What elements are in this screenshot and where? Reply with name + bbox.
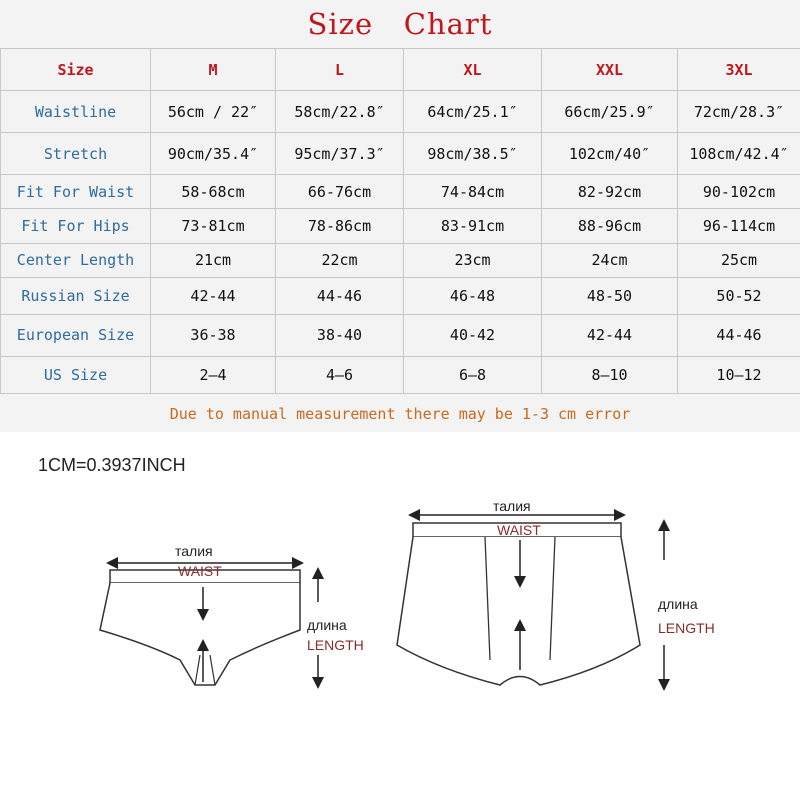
table-cell: 108cm/42.4″ (678, 133, 800, 175)
table-cell: 98cm/38.5″ (404, 133, 542, 175)
header-size-m: M (151, 49, 276, 91)
table-row (1, 314, 800, 356)
row-label: Stretch (1, 133, 151, 175)
table-cell: 24cm (542, 243, 678, 277)
table-cell: 4—6 (276, 356, 404, 393)
table-cell: 78-86cm (276, 209, 404, 243)
table-cell: 56cm / 22″ (151, 91, 276, 133)
brief-diagram (100, 563, 318, 685)
chart-title: Size Chart (307, 7, 493, 41)
row-label: US Size (1, 356, 151, 393)
table-cell: 82-92cm (542, 175, 678, 209)
boxer-diagram (397, 515, 664, 685)
table-cell: 44-46 (276, 277, 404, 314)
garment-diagrams (0, 430, 800, 800)
boxer-waist-ru: талия (493, 498, 531, 514)
table-cell: 25cm (678, 243, 800, 277)
table-row (1, 209, 800, 243)
table-cell: 6—8 (404, 356, 542, 393)
table-cell: 96-114cm (678, 209, 800, 243)
unit-conversion: 1CM=0.3937INCH (38, 455, 186, 475)
table-cell: 58-68cm (151, 175, 276, 209)
table-cell: 40-42 (404, 314, 542, 356)
table-row (1, 277, 800, 314)
row-label: Fit For Hips (1, 209, 151, 243)
table-cell: 10—12 (678, 356, 800, 393)
boxer-length-en: LENGTH (658, 620, 715, 636)
table-cell: 50-52 (678, 277, 800, 314)
header-size-3xl: 3XL (678, 49, 800, 91)
table-cell: 23cm (404, 243, 542, 277)
measurement-note: Due to manual measurement there may be 1-3 cm error (169, 405, 631, 423)
table-cell: 22cm (276, 243, 404, 277)
header-size-l: L (276, 49, 404, 91)
table-cell: 90-102cm (678, 175, 800, 209)
table-cell: 42-44 (542, 314, 678, 356)
table-cell: 36-38 (151, 314, 276, 356)
table-cell: 46-48 (404, 277, 542, 314)
row-label: Center Length (1, 243, 151, 277)
row-label: Fit For Waist (1, 175, 151, 209)
table-header-row (1, 49, 800, 91)
header-label: Size (1, 49, 151, 91)
row-label: Waistline (1, 91, 151, 133)
table-row (1, 175, 800, 209)
table-cell: 66cm/25.9″ (542, 91, 678, 133)
brief-length-ru: длина (307, 617, 347, 633)
table-cell: 88-96cm (542, 209, 678, 243)
table-cell: 90cm/35.4″ (151, 133, 276, 175)
row-label: European Size (1, 314, 151, 356)
header-size-xl: XL (404, 49, 542, 91)
table-cell: 2—4 (151, 356, 276, 393)
table-cell: 64cm/25.1″ (404, 91, 542, 133)
table-cell: 83-91cm (404, 209, 542, 243)
table-cell: 8—10 (542, 356, 678, 393)
header-size-xxl: XXL (542, 49, 678, 91)
brief-waist-en: WAIST (178, 563, 222, 579)
row-label: Russian Size (1, 277, 151, 314)
table-cell: 74-84cm (404, 175, 542, 209)
table-cell: 58cm/22.8″ (276, 91, 404, 133)
size-table (0, 48, 800, 394)
brief-length-en: LENGTH (307, 637, 364, 653)
brief-waist-ru: талия (175, 543, 213, 559)
table-cell: 66-76cm (276, 175, 404, 209)
table-cell: 72cm/28.3″ (678, 91, 800, 133)
table-row (1, 91, 800, 133)
table-row (1, 243, 800, 277)
boxer-length-ru: длина (658, 596, 698, 612)
boxer-waist-en: WAIST (497, 522, 541, 538)
table-row (1, 133, 800, 175)
table-cell: 48-50 (542, 277, 678, 314)
table-cell: 95cm/37.3″ (276, 133, 404, 175)
table-cell: 102cm/40″ (542, 133, 678, 175)
table-cell: 21cm (151, 243, 276, 277)
table-cell: 42-44 (151, 277, 276, 314)
table-cell: 38-40 (276, 314, 404, 356)
table-cell: 44-46 (678, 314, 800, 356)
table-cell: 73-81cm (151, 209, 276, 243)
table-row (1, 356, 800, 393)
